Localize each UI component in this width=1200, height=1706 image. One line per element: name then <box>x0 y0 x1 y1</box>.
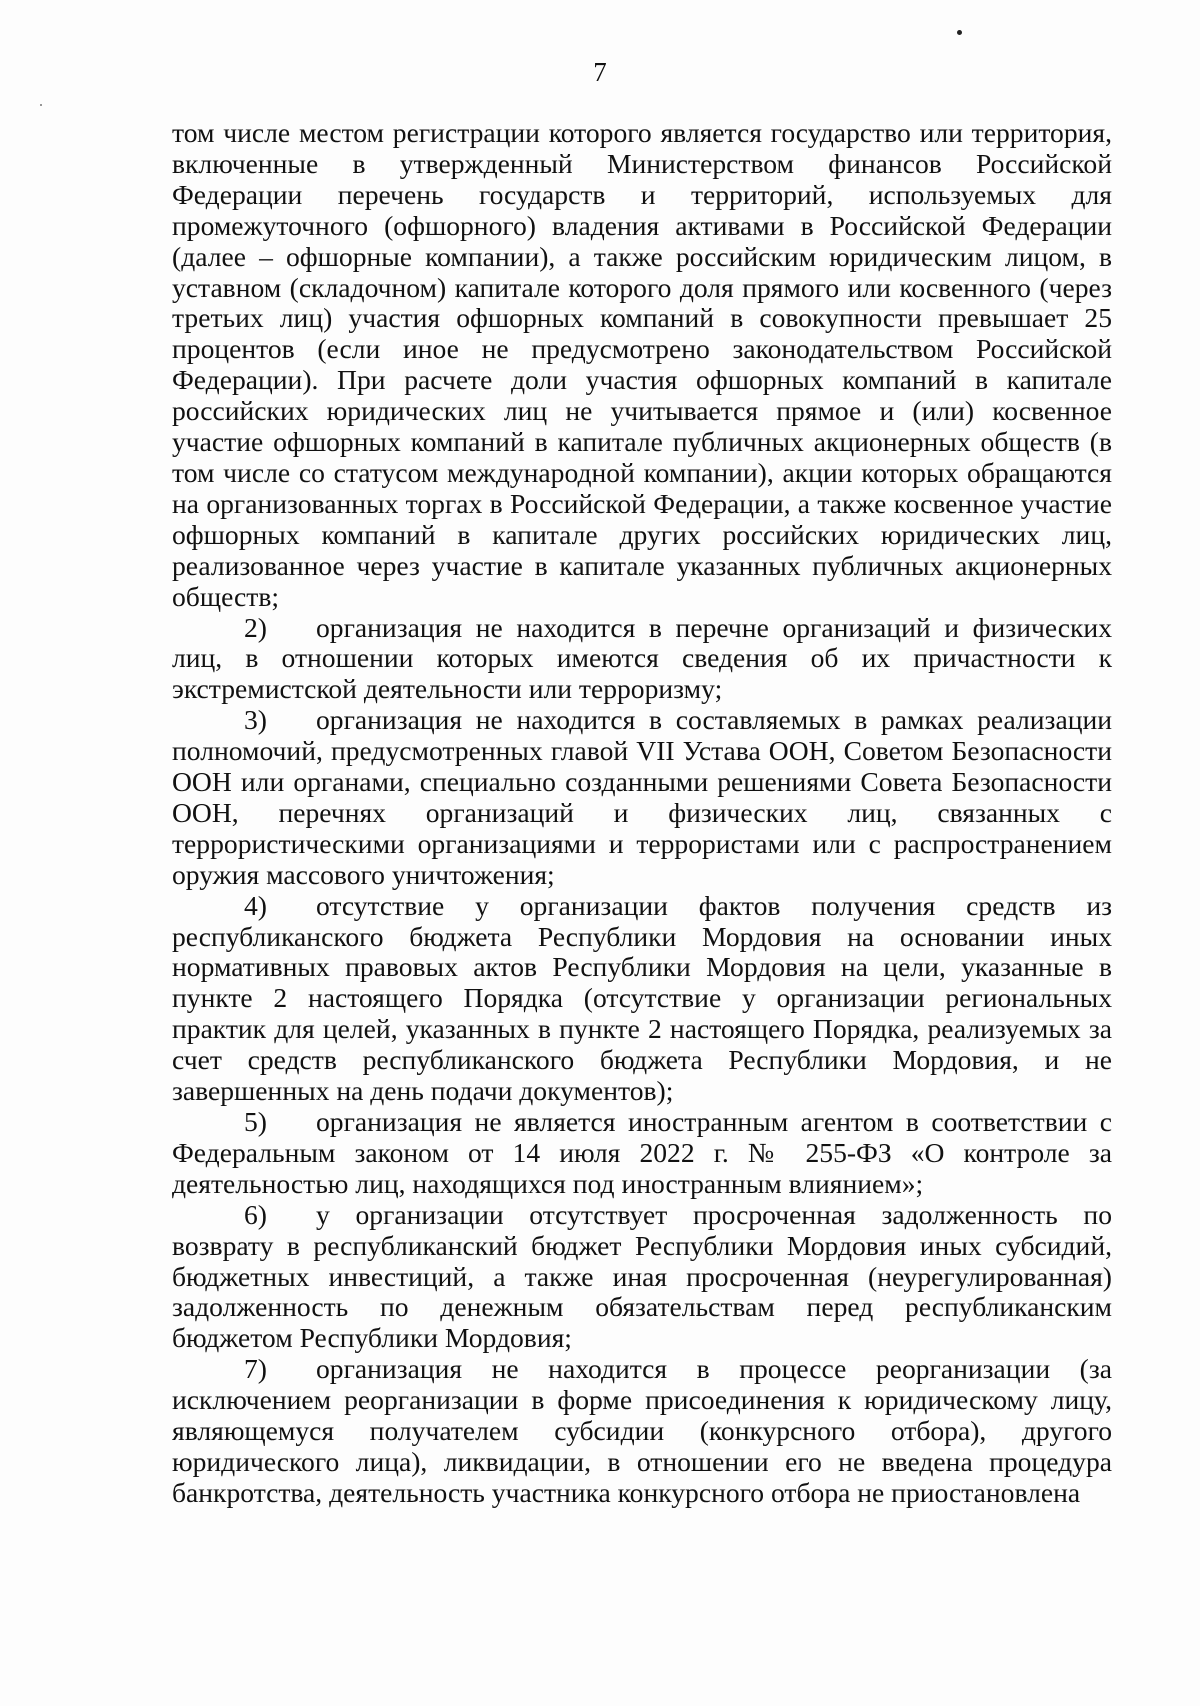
list-item-text: у организации отсутствует просроченная задолженность по возврату в республиканский бюджет Республики Мордовия иных субсидий, бюджетных инвестиций, а также иная просроченная (неурегулированная) задолженность по денежным обязательствам перед республиканским бюджетом Республики Мордовия; <box>172 1198 1112 1354</box>
paragraph-continuation <box>172 118 1112 613</box>
list-item <box>172 613 1112 706</box>
list-item-number: 5) <box>244 1106 267 1137</box>
list-item-text: организация не находится в перечне организаций и физических лиц, в отношении которых имеются сведения об их причастности к экстремистской деятельности или терроризму; <box>172 611 1112 705</box>
list-item-number: 2) <box>244 611 267 643</box>
list-item <box>172 1354 1112 1509</box>
scan-speck <box>957 30 962 35</box>
paragraph-text: том числе местом регистрации которого является государство или территория, включенные в утвержденный Министерством финансов Российской Федерации перечень государств и территорий, используемых для промежуточного (офшорного) владения активами в Российской Федерации (далее – офшорные компании), а также российским юридическим лицом, в уставном (складочном) капитале которого доля прямого или косвенного (через третьих лиц) участия офшорных компаний в совокупности превышает 25 процентов (если иное не предусмотрено законодательством Российской Федерации). При расчете доли участия офшорных компаний в капитале российских юридических лиц не учитывается прямое и (или) косвенное участие офшорных компаний в капитале публичных акционерных обществ (в том числе со статусом международной компании), акции которых обращаются на организованных торгах в Российской Федерации, а также косвенное участие офшорных компаний в капитале других российских юридических лиц, реализованное через участие в капитале указанных публичных акционерных обществ; <box>172 117 1112 612</box>
list-item <box>172 1107 1112 1200</box>
list-item-text: организация не является иностранным агентом в соответствии с Федеральным законом от 14 июля 2022 г. № 255-ФЗ «О контроле за деятельностью лиц, находящихся под иностранным влиянием»; <box>172 1106 1112 1199</box>
list-item-text: организация не находится в составляемых в рамках реализации полномочий, предусмотренных главой VII Устава ООН, Советом Безопасности ООН или органами, специально созданными решениями Совета Безопасности ООН, перечнях организаций и физических лиц, связанных с террористическими организациями и террористами или с распространением оружия массового уничтожения; <box>172 704 1112 890</box>
page-number: 7 <box>593 57 607 87</box>
list-item <box>172 891 1112 1107</box>
list-item <box>172 705 1112 890</box>
scan-speck <box>40 104 42 106</box>
document-text <box>172 118 1112 1509</box>
list-item-number: 7) <box>244 1353 267 1385</box>
list-item-number: 4) <box>244 889 267 921</box>
list-item-number: 3) <box>244 704 267 736</box>
list-item-number: 6) <box>244 1198 267 1230</box>
list-item-text: организация не находится в процессе реорганизации (за исключением реорганизации в форме присоединения к юридическому лицу, являющемуся получателем субсидии (конкурсного отбора), другого юридического лица), ликвидации, в отношении его не введена процедура банкротства, деятельность участника конкурсного отбора не приостановлена <box>172 1353 1112 1508</box>
list-item <box>172 1200 1112 1355</box>
list-item-text: отсутствие у организации фактов получения средств из республиканского бюджета Республики Мордовия на основании иных нормативных правовых актов Республики Мордовия на цели, указанные в пункте 2 настоящего Порядка (отсутствие у организации региональных практик для целей, указанных в пункте 2 настоящего Порядка, реализуемых за счет средств республиканского бюджета Республики Мордовия, и не завершенных на день подачи документов); <box>172 889 1112 1107</box>
